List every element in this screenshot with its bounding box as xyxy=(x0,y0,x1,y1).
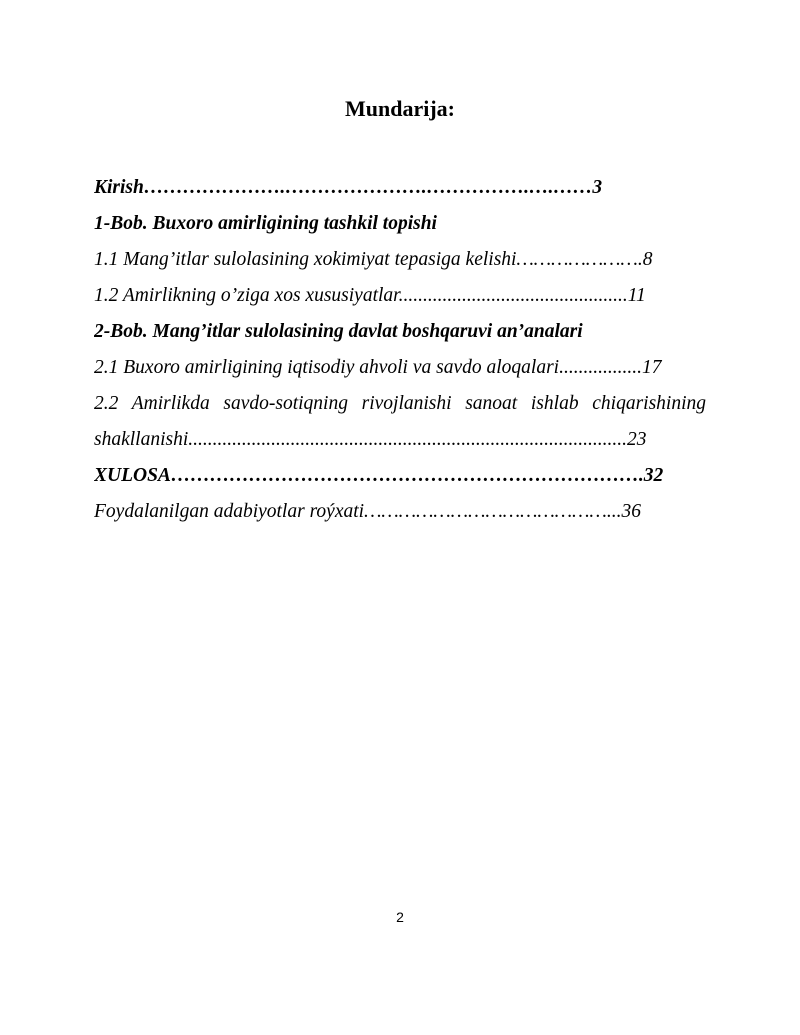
page-title: Mundarija: xyxy=(345,96,455,121)
toc-entry-2-2-line-2: shakllanishi..........................................................................................23 xyxy=(94,429,647,450)
toc-entry-references: Foydalanilgan adabiyotlar roýxati……………………………………...36 xyxy=(94,501,641,522)
toc-entry-introduction: Kirish………………….………………….…………….….……3 xyxy=(94,177,603,198)
table-of-contents xyxy=(94,173,706,533)
toc-entry-1-1: 1.1 Mang’itlar sulolasining xokimiyat tepasiga kelishi………………….8 xyxy=(94,249,653,270)
toc-chapter-2-heading: 2-Bob. Mang’itlar sulolasining davlat boshqaruvi an’analari xyxy=(94,321,583,342)
toc-entry-2-1: 2.1 Buxoro amirligining iqtisodiy ahvoli va savdo aloqalari.................17 xyxy=(94,357,662,378)
page-number: 2 xyxy=(396,909,404,925)
toc-chapter-1-heading: 1-Bob. Buxoro amirligining tashkil topishi xyxy=(94,213,437,234)
toc-entry-2-2-line-1: 2.2 Amirlikda savdo-sotiqning rivojlanishi sanoat ishlab chiqarishining xyxy=(94,393,706,414)
toc-entry-1-2: 1.2 Amirlikning o’ziga xos xususiyatlar...............................................11 xyxy=(94,285,646,306)
toc-entry-conclusion: XULOSA……………………………………………………………….32 xyxy=(94,465,664,486)
